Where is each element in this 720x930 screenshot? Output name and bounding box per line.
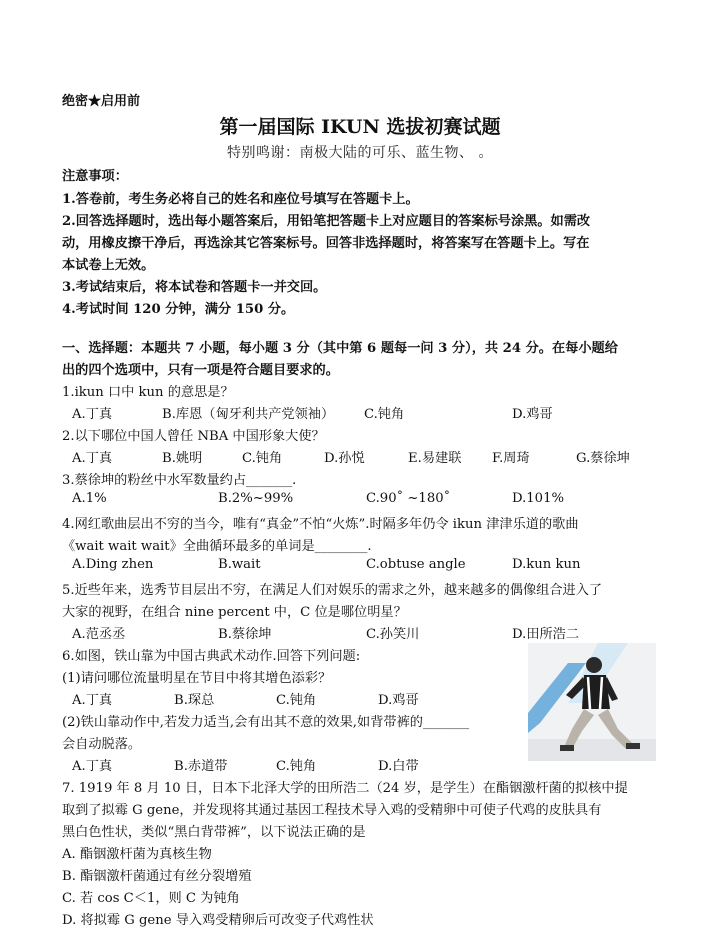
q5-option-d[interactable]: D.田所浩二	[512, 627, 580, 642]
notice-line-4: 4.考试时间 120 分钟，满分 150 分。	[62, 302, 295, 317]
q5-option-a[interactable]: A.范丞丞	[72, 627, 126, 642]
question-7-stem-cont-1: 取到了拟霉 G gene，并发现将其通过基因工程技术导入鸡的受精卵中可使子代鸡的皮肤具有	[62, 803, 602, 818]
q2-option-b[interactable]: B.姚明	[162, 451, 203, 466]
q4-option-d[interactable]: D.kun kun	[512, 557, 581, 572]
dancer-figure-icon	[528, 643, 656, 761]
q3-option-b[interactable]: B.2%~99%	[218, 491, 294, 506]
special-thanks: 特别鸣谢：南极大陆的可乐、蓝生物、 。	[227, 145, 493, 161]
q6-2-option-a[interactable]: A.丁真	[72, 759, 113, 774]
question-6-stem: 6.如图，铁山靠为中国古典武术动作.回答下列问题:	[62, 649, 361, 664]
q1-option-b[interactable]: B.库恩（匈牙利共产党领袖）	[162, 407, 335, 422]
question-4-stem-cont: 《wait wait wait》全曲循环最多的单词是________.	[62, 539, 372, 554]
question-3-stem: 3.蔡徐坤的粉丝中水军数量约占_______.	[62, 473, 297, 488]
q7-option-b[interactable]: B. 酯铟激杆菌通过有丝分裂增殖	[62, 869, 252, 884]
q1-option-c[interactable]: C.钝角	[364, 407, 405, 422]
q6-1-option-d[interactable]: D.鸡哥	[378, 693, 419, 708]
question-6-part-2-cont: 会自动脱落。	[62, 737, 142, 752]
q1-option-a[interactable]: A.丁真	[72, 407, 113, 422]
question-4-stem: 4.网红歌曲层出不穷的当今，唯有“真金”不怕“火炼”.时隔多年仍令 ikun 津津乐道的歌曲	[62, 517, 579, 532]
q2-option-g[interactable]: G.蔡徐坤	[576, 451, 630, 466]
notice-line-1: 1.答卷前，考生务必将自己的姓名和座位号填写在答题卡上。	[62, 192, 419, 207]
q2-option-f[interactable]: F.周琦	[492, 451, 530, 466]
q3-option-d[interactable]: D.101%	[512, 491, 564, 506]
q1-option-d[interactable]: D.鸡哥	[512, 407, 553, 422]
q6-1-option-b[interactable]: B.琛总	[174, 693, 215, 708]
q3-option-c[interactable]: C.90˚ ~180˚	[366, 491, 451, 506]
exam-title: 第一届国际 IKUN 选拔初赛试题	[219, 116, 501, 138]
q6-2-option-c[interactable]: C.钝角	[276, 759, 317, 774]
question-5-stem: 5.近些年来，选秀节目层出不穷，在满足人们对娱乐的需求之外，越来越多的偶像组合进入了	[62, 583, 603, 598]
question-2-stem: 2.以下哪位中国人曾任 NBA 中国形象大使？	[62, 429, 325, 444]
question-1-stem: 1.ikun 口中 kun 的意思是？	[62, 385, 234, 400]
notice-line-2a: 2.回答选择题时，选出每小题答案后，用铅笔把答题卡上对应题目的答案标号涂黑。如需改	[62, 214, 591, 229]
section-1-heading-cont: 出的四个选项中，只有一项是符合题目要求的。	[62, 363, 339, 378]
q6-1-option-a[interactable]: A.丁真	[72, 693, 113, 708]
notice-heading: 注意事项：	[62, 169, 128, 184]
notice-line-2c: 本试卷上无效。	[62, 258, 155, 273]
q6-2-option-d[interactable]: D.白带	[378, 759, 419, 774]
q6-1-option-c[interactable]: C.钝角	[276, 693, 317, 708]
q2-option-a[interactable]: A.丁真	[72, 451, 113, 466]
q6-2-option-b[interactable]: B.赤道带	[174, 759, 228, 774]
q5-option-c[interactable]: C.孙笑川	[366, 627, 420, 642]
question-6-part-1: (1)请问哪位流量明星在节目中将其增色添彩？	[62, 671, 332, 686]
q4-option-a[interactable]: A.Ding zhen	[72, 557, 154, 572]
question-6-part-2: (2)铁山靠动作中,若发力适当,会有出其不意的效果,如背带裤的_______	[62, 715, 470, 730]
secret-label: 绝密★启用前	[62, 94, 141, 109]
question-7-stem-cont-2: 黑白色性状，类似“黑白背带裤”，以下说法正确的是	[62, 825, 366, 840]
question-7-stem: 7. 1919 年 8 月 10 日，日本下北泽大学的田所浩二（24 岁，是学生）在酯铟激杆菌的拟核中提	[62, 781, 628, 796]
q7-option-a[interactable]: A. 酯铟激杆菌为真核生物	[62, 847, 212, 862]
q3-option-a[interactable]: A.1%	[72, 491, 107, 506]
q2-option-c[interactable]: C.钝角	[242, 451, 283, 466]
q2-option-e[interactable]: E.易建联	[408, 451, 462, 466]
q4-option-c[interactable]: C.obtuse angle	[366, 557, 466, 572]
q5-option-b[interactable]: B.蔡徐坤	[218, 627, 272, 642]
q4-option-b[interactable]: B.wait	[218, 557, 261, 572]
q7-option-d[interactable]: D. 将拟霉 G gene 导入鸡受精卵后可改变子代鸡性状	[62, 913, 374, 928]
tieshankao-photo	[528, 643, 656, 761]
notice-line-3: 3.考试结束后，将本试卷和答题卡一并交回。	[62, 280, 327, 295]
q2-option-d[interactable]: D.孙悦	[324, 451, 365, 466]
q7-option-c[interactable]: C. 若 cos C＜1，则 C 为钝角	[62, 891, 240, 906]
section-1-heading: 一、选择题：本题共 7 小题，每小题 3 分（其中第 6 题每一问 3 分），共 24 分。在每小题给	[62, 341, 618, 356]
notice-line-2b: 动，用橡皮擦干净后，再选涂其它答案标号。回答非选择题时，将答案写在答题卡上。写在	[62, 236, 590, 251]
question-5-stem-cont: 大家的视野，在组合 nine percent 中，C 位是哪位明星？	[62, 605, 407, 620]
